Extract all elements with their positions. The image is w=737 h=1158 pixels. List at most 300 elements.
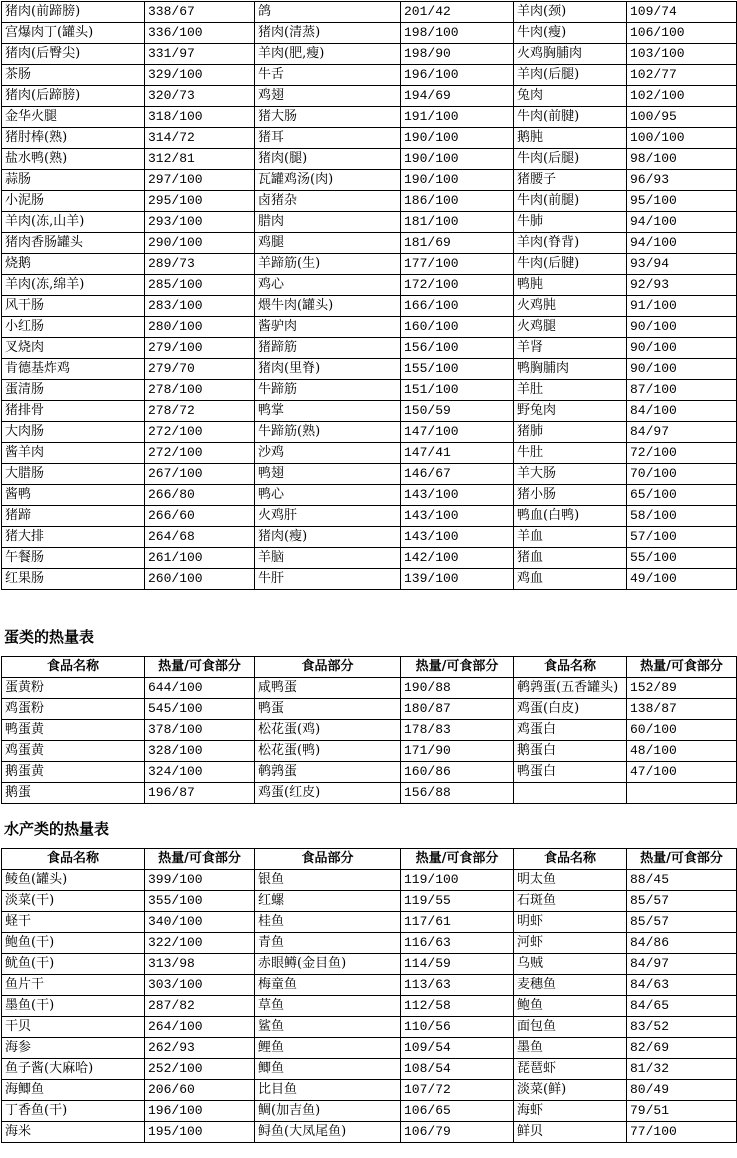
calorie-value-cell: 107/72: [401, 1080, 514, 1101]
food-name-cell: 草鱼: [255, 996, 401, 1017]
calorie-value-cell: 88/45: [627, 870, 737, 891]
food-name-cell: 羊大肠: [514, 464, 627, 485]
calorie-value-cell: 331/97: [145, 44, 255, 65]
meat-calorie-table: [1, 1, 737, 590]
calorie-value-cell: 329/100: [145, 65, 255, 86]
food-name-cell: 羊蹄筋(生): [255, 254, 401, 275]
food-name-cell: 淡菜(干): [2, 891, 145, 912]
calorie-value-cell: 83/52: [627, 1017, 737, 1038]
calorie-value-cell: 155/100: [401, 359, 514, 380]
table-row: [2, 275, 737, 296]
aquatic-header-row: [2, 849, 737, 870]
calorie-value-cell: 57/100: [627, 527, 737, 548]
food-name-cell: 卤猪杂: [255, 191, 401, 212]
food-name-cell: 猪肺: [514, 422, 627, 443]
calorie-value-cell: 196/100: [401, 65, 514, 86]
food-name-cell: 鸡翅: [255, 86, 401, 107]
food-name-cell: 叉烧肉: [2, 338, 145, 359]
calorie-value-cell: 91/100: [627, 296, 737, 317]
food-name-cell: 鹌鹑蛋: [255, 762, 401, 783]
food-name-cell: 金华火腿: [2, 107, 145, 128]
food-name-cell: 鲍鱼(干): [2, 933, 145, 954]
food-name-cell: 蛏干: [2, 912, 145, 933]
table-row: [2, 149, 737, 170]
food-name-cell: 海米: [2, 1122, 145, 1143]
food-name-cell: 酱驴肉: [255, 317, 401, 338]
calorie-value-cell: 119/100: [401, 870, 514, 891]
calorie-value-cell: 48/100: [627, 741, 737, 762]
calorie-value-cell: 113/63: [401, 975, 514, 996]
food-name-cell: 鲷(加吉鱼): [255, 1101, 401, 1122]
table-row: [2, 527, 737, 548]
calorie-value-cell: 146/67: [401, 464, 514, 485]
food-name-cell: 梅童鱼: [255, 975, 401, 996]
calorie-value-cell: 278/72: [145, 401, 255, 422]
food-name-cell: 牛肚: [514, 443, 627, 464]
table-row: [2, 1080, 737, 1101]
food-name-cell: 猪肉(后臀尖): [2, 44, 145, 65]
food-name-cell: 鸭翅: [255, 464, 401, 485]
table-row: [2, 23, 737, 44]
table-row: [2, 44, 737, 65]
food-name-cell: 猪排骨: [2, 401, 145, 422]
calorie-value-cell: 190/100: [401, 128, 514, 149]
food-name-cell: 烧鹅: [2, 254, 145, 275]
table-row: [2, 2, 737, 23]
calorie-value-cell: 156/88: [401, 783, 514, 804]
food-name-cell: 鹅肫: [514, 128, 627, 149]
food-name-cell: 羊肉(脊背): [514, 233, 627, 254]
food-name-cell: 猪大排: [2, 527, 145, 548]
food-name-cell: 腊肉: [255, 212, 401, 233]
food-name-cell: 蛋清肠: [2, 380, 145, 401]
food-name-cell: [514, 783, 627, 804]
column-header: 热量/可食部分: [627, 657, 737, 678]
calorie-value-cell: 285/100: [145, 275, 255, 296]
food-name-cell: 面包鱼: [514, 1017, 627, 1038]
food-name-cell: 牛肉(瘦): [514, 23, 627, 44]
food-name-cell: 猪肉(清蒸): [255, 23, 401, 44]
calorie-value-cell: 190/100: [401, 170, 514, 191]
calorie-value-cell: 96/93: [627, 170, 737, 191]
table-row: [2, 1101, 737, 1122]
column-header: 食品部分: [255, 849, 401, 870]
calorie-value-cell: 90/100: [627, 338, 737, 359]
food-name-cell: 猪腰子: [514, 170, 627, 191]
food-name-cell: 茶肠: [2, 65, 145, 86]
table-row: [2, 296, 737, 317]
calorie-value-cell: 260/100: [145, 569, 255, 590]
calorie-value-cell: 138/87: [627, 699, 737, 720]
food-name-cell: 盐水鸭(熟): [2, 149, 145, 170]
calorie-value-cell: 289/73: [145, 254, 255, 275]
aquatic-calorie-table: [1, 848, 737, 1143]
calorie-value-cell: 178/83: [401, 720, 514, 741]
food-name-cell: 鹅蛋黄: [2, 762, 145, 783]
food-name-cell: 羊脑: [255, 548, 401, 569]
calorie-value-cell: 160/86: [401, 762, 514, 783]
table-row: [2, 975, 737, 996]
food-name-cell: 鸭掌: [255, 401, 401, 422]
calorie-value-cell: 156/100: [401, 338, 514, 359]
calorie-value-cell: 106/100: [627, 23, 737, 44]
table-row: [2, 678, 737, 699]
food-name-cell: 鸡心: [255, 275, 401, 296]
calorie-value-cell: 94/100: [627, 212, 737, 233]
calorie-value-cell: 264/68: [145, 527, 255, 548]
table-row: [2, 783, 737, 804]
food-name-cell: 酱鸭: [2, 485, 145, 506]
calorie-value-cell: 166/100: [401, 296, 514, 317]
food-name-cell: 鸡蛋黄: [2, 741, 145, 762]
table-row: [2, 741, 737, 762]
food-name-cell: 沙鸡: [255, 443, 401, 464]
food-name-cell: 鱼片干: [2, 975, 145, 996]
calorie-value-cell: 290/100: [145, 233, 255, 254]
calorie-value-cell: 279/100: [145, 338, 255, 359]
calorie-value-cell: 267/100: [145, 464, 255, 485]
calorie-value-cell: 340/100: [145, 912, 255, 933]
calorie-value-cell: 84/100: [627, 401, 737, 422]
food-name-cell: 鹅蛋: [2, 783, 145, 804]
calorie-value-cell: 110/56: [401, 1017, 514, 1038]
calorie-value-cell: 85/57: [627, 891, 737, 912]
food-name-cell: 明虾: [514, 912, 627, 933]
column-header: 食品名称: [2, 849, 145, 870]
food-name-cell: 牛肺: [514, 212, 627, 233]
food-name-cell: 猪肉香肠罐头: [2, 233, 145, 254]
calorie-value-cell: 147/41: [401, 443, 514, 464]
food-name-cell: 鸡蛋(白皮): [514, 699, 627, 720]
calorie-value-cell: 196/100: [145, 1101, 255, 1122]
food-name-cell: 鲨鱼: [255, 1017, 401, 1038]
food-name-cell: 大肉肠: [2, 422, 145, 443]
table-row: [2, 107, 737, 128]
calorie-value-cell: 266/60: [145, 506, 255, 527]
calorie-value-cell: 103/100: [627, 44, 737, 65]
food-name-cell: 石斑鱼: [514, 891, 627, 912]
column-header: 热量/可食部分: [145, 657, 255, 678]
calorie-value-cell: 109/54: [401, 1038, 514, 1059]
calorie-value-cell: 336/100: [145, 23, 255, 44]
egg-calorie-table: [1, 656, 737, 804]
food-name-cell: 牛舌: [255, 65, 401, 86]
column-header: 食品名称: [514, 849, 627, 870]
food-name-cell: 鲮鱼(罐头): [2, 870, 145, 891]
calorie-value-cell: 152/89: [627, 678, 737, 699]
food-name-cell: 猪肉(瘦): [255, 527, 401, 548]
column-header: 热量/可食部分: [627, 849, 737, 870]
food-name-cell: 松花蛋(鸡): [255, 720, 401, 741]
column-header: 食品名称: [514, 657, 627, 678]
calorie-value-cell: 160/100: [401, 317, 514, 338]
food-name-cell: 羊肉(颈): [514, 2, 627, 23]
table-row: [2, 506, 737, 527]
food-name-cell: 小红肠: [2, 317, 145, 338]
food-name-cell: 火鸡肫: [514, 296, 627, 317]
table-row: [2, 548, 737, 569]
food-name-cell: 猪小肠: [514, 485, 627, 506]
table-row: [2, 338, 737, 359]
calorie-value-cell: 117/61: [401, 912, 514, 933]
food-name-cell: 猪肉(腿): [255, 149, 401, 170]
column-header: 食品名称: [2, 657, 145, 678]
food-name-cell: 比目鱼: [255, 1080, 401, 1101]
calorie-value-cell: 206/60: [145, 1080, 255, 1101]
calorie-value-cell: 84/65: [627, 996, 737, 1017]
food-name-cell: 鲜贝: [514, 1122, 627, 1143]
food-name-cell: 红螺: [255, 891, 401, 912]
food-name-cell: 鸡蛋(红皮): [255, 783, 401, 804]
table-row: [2, 233, 737, 254]
table-row: [2, 912, 737, 933]
food-name-cell: 乌贼: [514, 954, 627, 975]
food-name-cell: 松花蛋(鸭): [255, 741, 401, 762]
food-name-cell: 瓦罐鸡汤(肉): [255, 170, 401, 191]
calorie-value-cell: 80/49: [627, 1080, 737, 1101]
food-name-cell: 火鸡肝: [255, 506, 401, 527]
calorie-value-cell: 85/57: [627, 912, 737, 933]
calorie-value-cell: 58/100: [627, 506, 737, 527]
column-header: 食品部分: [255, 657, 401, 678]
table-row: [2, 443, 737, 464]
food-name-cell: 猪耳: [255, 128, 401, 149]
table-row: [2, 1059, 737, 1080]
food-name-cell: 羊肚: [514, 380, 627, 401]
calorie-value-cell: 93/94: [627, 254, 737, 275]
calorie-value-cell: 198/100: [401, 23, 514, 44]
calorie-value-cell: 151/100: [401, 380, 514, 401]
table-row: [2, 464, 737, 485]
calorie-value-cell: 90/100: [627, 317, 737, 338]
calorie-value-cell: 55/100: [627, 548, 737, 569]
food-name-cell: 河虾: [514, 933, 627, 954]
calorie-value-cell: 338/67: [145, 2, 255, 23]
food-name-cell: 宫爆肉丁(罐头): [2, 23, 145, 44]
food-name-cell: 明太鱼: [514, 870, 627, 891]
food-name-cell: 海虾: [514, 1101, 627, 1122]
egg-section-title: 蛋类的热量表: [4, 628, 95, 646]
calorie-value-cell: 102/77: [627, 65, 737, 86]
calorie-value-cell: 82/69: [627, 1038, 737, 1059]
calorie-value-cell: 87/100: [627, 380, 737, 401]
table-row: [2, 212, 737, 233]
calorie-value-cell: 84/86: [627, 933, 737, 954]
calorie-value-cell: 266/80: [145, 485, 255, 506]
calorie-value-cell: 92/93: [627, 275, 737, 296]
food-name-cell: 墨鱼(干): [2, 996, 145, 1017]
calorie-value-cell: [627, 783, 737, 804]
food-name-cell: 小泥肠: [2, 191, 145, 212]
food-name-cell: 鸡蛋白: [514, 720, 627, 741]
food-name-cell: 鱼子酱(大麻哈): [2, 1059, 145, 1080]
calorie-value-cell: 272/100: [145, 422, 255, 443]
food-name-cell: 鸭血(白鸭): [514, 506, 627, 527]
calorie-value-cell: 272/100: [145, 443, 255, 464]
table-row: [2, 762, 737, 783]
calorie-value-cell: 198/90: [401, 44, 514, 65]
calorie-value-cell: 108/54: [401, 1059, 514, 1080]
table-row: [2, 1038, 737, 1059]
table-row: [2, 254, 737, 275]
table-row: [2, 401, 737, 422]
food-name-cell: 酱羊肉: [2, 443, 145, 464]
meat-table-body: [2, 2, 737, 590]
calorie-value-cell: 303/100: [145, 975, 255, 996]
table-row: [2, 317, 737, 338]
table-row: [2, 870, 737, 891]
food-name-cell: 鸭胸脯肉: [514, 359, 627, 380]
food-name-cell: 鸭心: [255, 485, 401, 506]
calorie-value-cell: 312/81: [145, 149, 255, 170]
food-name-cell: 鸡蛋粉: [2, 699, 145, 720]
table-row: [2, 359, 737, 380]
calorie-value-cell: 114/59: [401, 954, 514, 975]
table-row: [2, 569, 737, 590]
food-name-cell: 猪血: [514, 548, 627, 569]
calorie-value-cell: 100/95: [627, 107, 737, 128]
food-name-cell: 蒜肠: [2, 170, 145, 191]
food-name-cell: 琵琶虾: [514, 1059, 627, 1080]
calorie-value-cell: 324/100: [145, 762, 255, 783]
food-name-cell: 野兔肉: [514, 401, 627, 422]
calorie-value-cell: 313/98: [145, 954, 255, 975]
table-row: [2, 720, 737, 741]
calorie-value-cell: 139/100: [401, 569, 514, 590]
calorie-value-cell: 295/100: [145, 191, 255, 212]
food-name-cell: 鲤鱼: [255, 1038, 401, 1059]
calorie-value-cell: 143/100: [401, 527, 514, 548]
calorie-value-cell: 100/100: [627, 128, 737, 149]
calorie-value-cell: 264/100: [145, 1017, 255, 1038]
calorie-value-cell: 186/100: [401, 191, 514, 212]
calorie-value-cell: 49/100: [627, 569, 737, 590]
food-name-cell: 羊肉(后腿): [514, 65, 627, 86]
calorie-value-cell: 545/100: [145, 699, 255, 720]
food-name-cell: 鸭肫: [514, 275, 627, 296]
table-row: [2, 191, 737, 212]
calorie-value-cell: 287/82: [145, 996, 255, 1017]
food-name-cell: 干贝: [2, 1017, 145, 1038]
calorie-value-cell: 190/100: [401, 149, 514, 170]
food-name-cell: 羊肉(冻,山羊): [2, 212, 145, 233]
calorie-value-cell: 172/100: [401, 275, 514, 296]
egg-table-body: [2, 678, 737, 804]
food-name-cell: 火鸡胸脯肉: [514, 44, 627, 65]
food-name-cell: 牛蹄筋: [255, 380, 401, 401]
food-name-cell: 羊肉(冻,绵羊): [2, 275, 145, 296]
food-name-cell: 桂鱼: [255, 912, 401, 933]
calorie-value-cell: 47/100: [627, 762, 737, 783]
calorie-value-cell: 70/100: [627, 464, 737, 485]
food-name-cell: 羊肾: [514, 338, 627, 359]
food-name-cell: 牛肝: [255, 569, 401, 590]
calorie-value-cell: 90/100: [627, 359, 737, 380]
calorie-value-cell: 142/100: [401, 548, 514, 569]
calorie-value-cell: 195/100: [145, 1122, 255, 1143]
calorie-value-cell: 314/72: [145, 128, 255, 149]
table-row: [2, 86, 737, 107]
food-name-cell: 猪肉(前蹄膀): [2, 2, 145, 23]
food-name-cell: 咸鸭蛋: [255, 678, 401, 699]
calorie-value-cell: 147/100: [401, 422, 514, 443]
calorie-value-cell: 262/93: [145, 1038, 255, 1059]
calorie-value-cell: 102/100: [627, 86, 737, 107]
calorie-value-cell: 181/69: [401, 233, 514, 254]
calorie-value-cell: 98/100: [627, 149, 737, 170]
food-name-cell: 煨牛肉(罐头): [255, 296, 401, 317]
calorie-value-cell: 378/100: [145, 720, 255, 741]
food-name-cell: 肯德基炸鸡: [2, 359, 145, 380]
food-name-cell: 鸡血: [514, 569, 627, 590]
calorie-value-cell: 106/79: [401, 1122, 514, 1143]
calorie-value-cell: 112/58: [401, 996, 514, 1017]
calorie-value-cell: 79/51: [627, 1101, 737, 1122]
food-name-cell: 银鱼: [255, 870, 401, 891]
food-name-cell: 猪肘棒(熟): [2, 128, 145, 149]
calorie-value-cell: 191/100: [401, 107, 514, 128]
food-name-cell: 海鲫鱼: [2, 1080, 145, 1101]
food-name-cell: 猪肉(后蹄膀): [2, 86, 145, 107]
calorie-value-cell: 150/59: [401, 401, 514, 422]
food-name-cell: 猪肉(里脊): [255, 359, 401, 380]
food-name-cell: 鲍鱼: [514, 996, 627, 1017]
table-row: [2, 1017, 737, 1038]
table-row: [2, 891, 737, 912]
calorie-value-cell: 194/69: [401, 86, 514, 107]
calorie-value-cell: 261/100: [145, 548, 255, 569]
food-name-cell: 鱿鱼(干): [2, 954, 145, 975]
calorie-value-cell: 399/100: [145, 870, 255, 891]
calorie-value-cell: 252/100: [145, 1059, 255, 1080]
food-name-cell: 猪蹄: [2, 506, 145, 527]
food-name-cell: 牛肉(后腱): [514, 254, 627, 275]
food-name-cell: 墨鱼: [514, 1038, 627, 1059]
table-row: [2, 128, 737, 149]
table-row: [2, 954, 737, 975]
food-name-cell: 鹌鹑蛋(五香罐头): [514, 678, 627, 699]
column-header: 热量/可食部分: [401, 849, 514, 870]
calorie-value-cell: 278/100: [145, 380, 255, 401]
food-name-cell: 麦穗鱼: [514, 975, 627, 996]
food-name-cell: 鸭蛋黄: [2, 720, 145, 741]
food-name-cell: 青鱼: [255, 933, 401, 954]
calorie-value-cell: 283/100: [145, 296, 255, 317]
food-name-cell: 牛肉(前腿): [514, 191, 627, 212]
calorie-value-cell: 109/74: [627, 2, 737, 23]
table-row: [2, 699, 737, 720]
calorie-value-cell: 95/100: [627, 191, 737, 212]
food-name-cell: 赤眼鳟(金目鱼): [255, 954, 401, 975]
table-row: [2, 485, 737, 506]
food-name-cell: 火鸡腿: [514, 317, 627, 338]
calorie-value-cell: 119/55: [401, 891, 514, 912]
calorie-value-cell: 355/100: [145, 891, 255, 912]
calorie-value-cell: 279/70: [145, 359, 255, 380]
calorie-value-cell: 171/90: [401, 741, 514, 762]
table-row: [2, 170, 737, 191]
table-row: [2, 65, 737, 86]
calorie-value-cell: 72/100: [627, 443, 737, 464]
table-row: [2, 422, 737, 443]
calorie-value-cell: 143/100: [401, 506, 514, 527]
food-name-cell: 鸡腿: [255, 233, 401, 254]
food-name-cell: 兔肉: [514, 86, 627, 107]
aquatic-table-body: [2, 870, 737, 1143]
calorie-value-cell: 116/63: [401, 933, 514, 954]
table-row: [2, 380, 737, 401]
food-name-cell: 午餐肠: [2, 548, 145, 569]
